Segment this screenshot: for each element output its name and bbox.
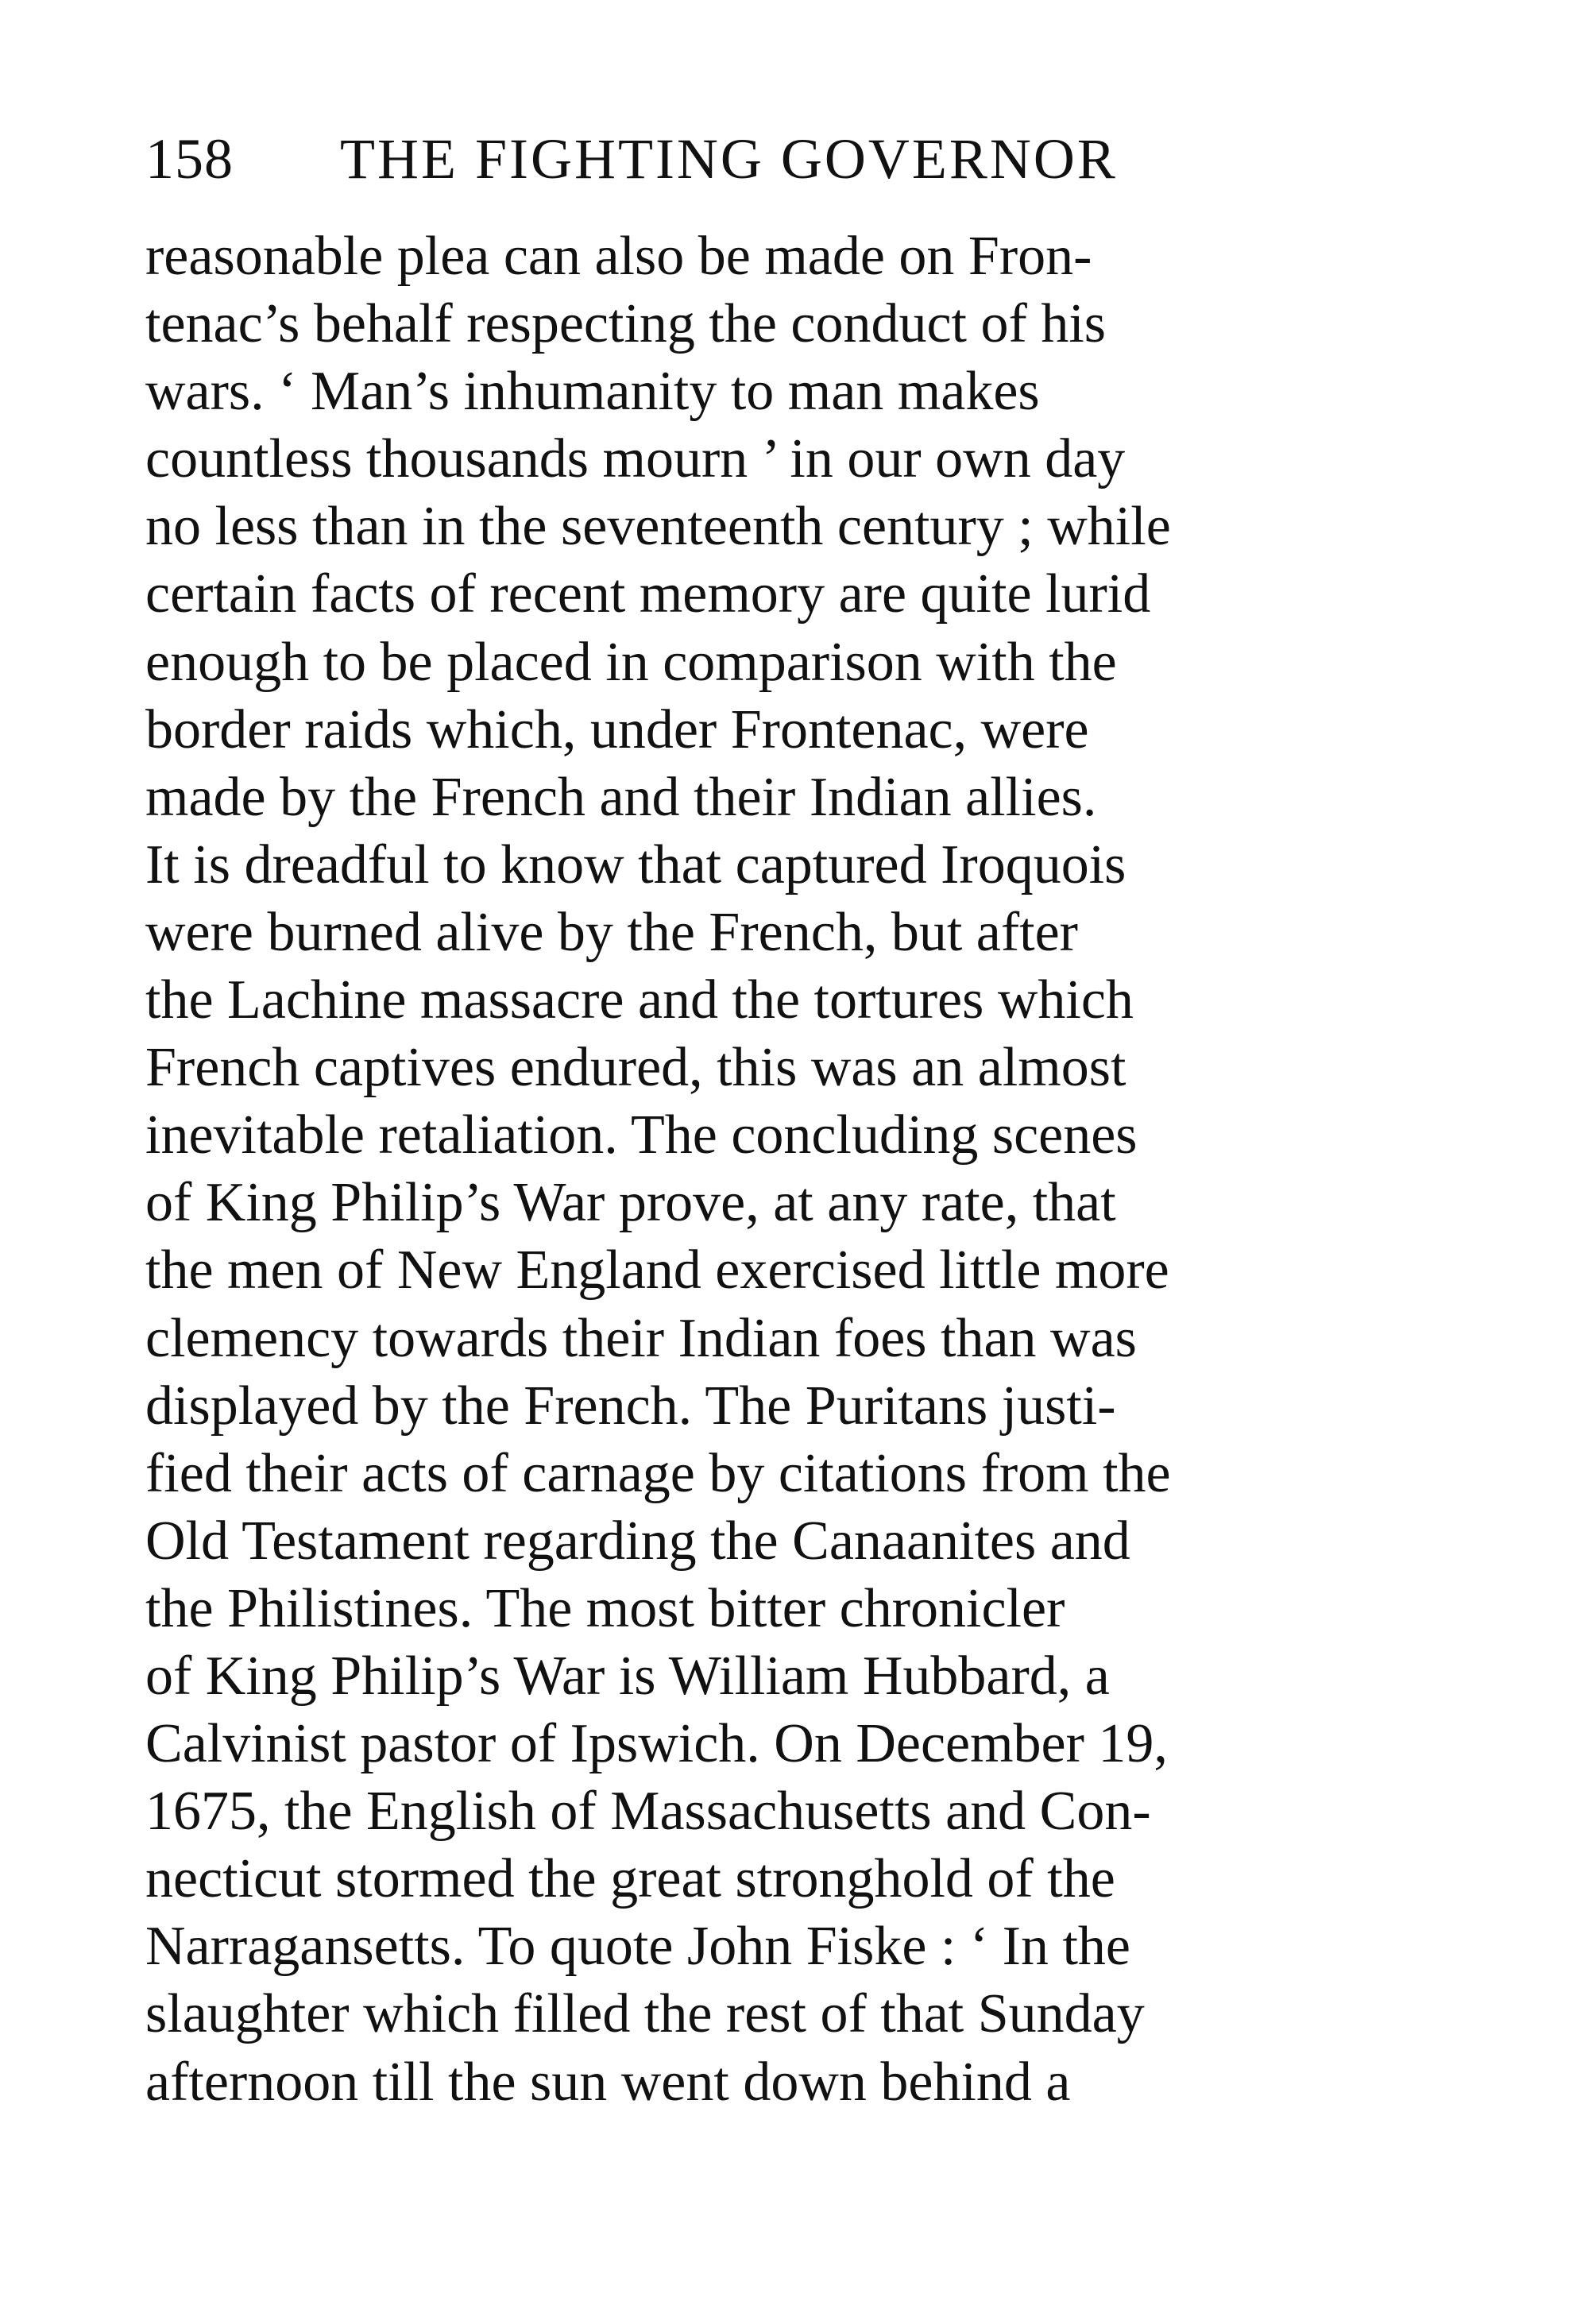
body-text	[145, 222, 1448, 2116]
text-line: French captives endured, this was an almost	[145, 1037, 1126, 1099]
text-line: 1675, the English of Massachusetts and Con-	[145, 1781, 1151, 1843]
text-line: of King Philip’s War prove, at any rate, that	[145, 1172, 1116, 1234]
page-header	[145, 119, 1448, 199]
text-line: slaughter which filled the rest of that Sunday	[145, 1983, 1145, 2045]
text-line: displayed by the French. The Puritans justi-	[145, 1375, 1116, 1437]
text-line: Narragansetts. To quote John Fiske : ‘ In the	[145, 1916, 1130, 1978]
text-line: of King Philip’s War is William Hubbard, a	[145, 1645, 1110, 1707]
running-head: THE FIGHTING GOVERNOR	[340, 127, 1118, 191]
text-line: It is dreadful to know that captured Iroquois	[145, 834, 1126, 895]
text-line: no less than in the seventeenth century ; while	[145, 496, 1171, 558]
text-line: were burned alive by the French, but after	[145, 901, 1078, 963]
text-line: reasonable plea can also be made on Fron-	[145, 226, 1092, 287]
text-line: countless thousands mourn ’ in our own day	[145, 428, 1126, 490]
text-line: certain facts of recent memory are quite lurid	[145, 563, 1151, 625]
text-line: the Lachine massacre and the tortures which	[145, 969, 1134, 1031]
text-line: enough to be placed in comparison with the	[145, 631, 1117, 693]
text-line: the Philistines. The most bitter chronicler	[145, 1577, 1065, 1639]
text-line: the men of New England exercised little more	[145, 1240, 1169, 1302]
text-line: necticut stormed the great stronghold of the	[145, 1848, 1115, 1910]
text-line: inevitable retaliation. The concluding scenes	[145, 1104, 1138, 1166]
page-number: 158	[145, 127, 234, 191]
text-line: clemency towards their Indian foes than was	[145, 1307, 1137, 1369]
text-line: afternoon till the sun went down behind a	[145, 2051, 1071, 2113]
text-line: wars. ‘ Man’s inhumanity to man makes	[145, 361, 1040, 423]
text-line: made by the French and their Indian allies.	[145, 766, 1097, 828]
text-line: border raids which, under Frontenac, were	[145, 698, 1089, 760]
text-line: Calvinist pastor of Ipswich. On December 19,	[145, 1713, 1168, 1775]
text-line: Old Testament regarding the Canaanites and	[145, 1510, 1130, 1572]
text-line: fied their acts of carnage by citations from the	[145, 1442, 1171, 1504]
text-line: tenac’s behalf respecting the conduct of his	[145, 293, 1107, 355]
